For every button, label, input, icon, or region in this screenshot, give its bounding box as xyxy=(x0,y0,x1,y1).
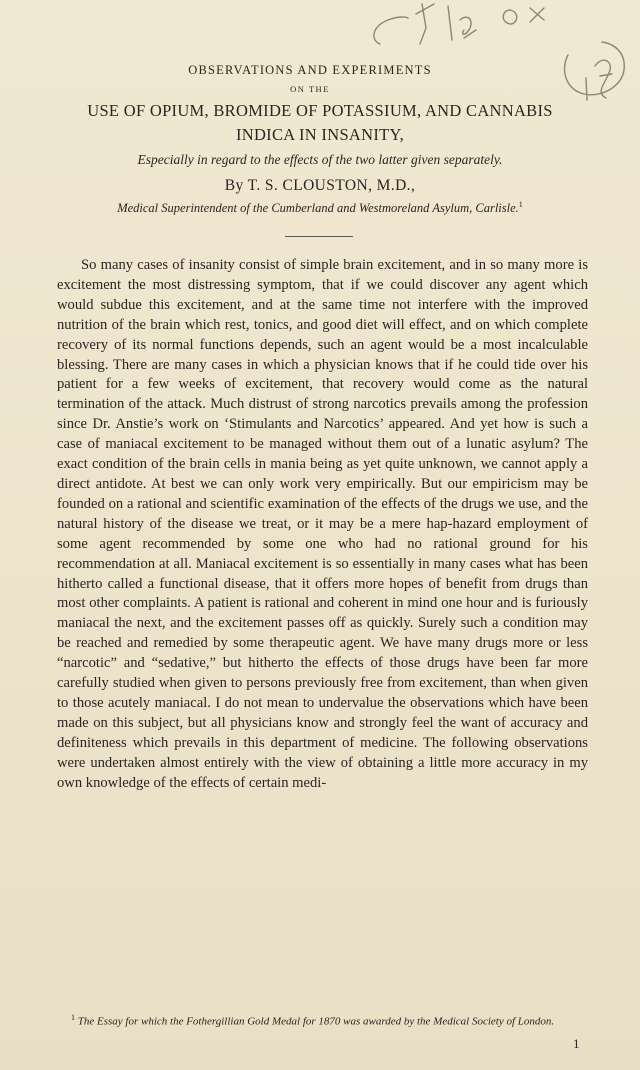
footnote-reference: 1 xyxy=(518,200,523,209)
header-divider xyxy=(285,236,353,237)
series-title: OBSERVATIONS AND EXPERIMENTS xyxy=(188,63,432,77)
article-subtitle: Especially in regard to the effects of the two latter given separately. xyxy=(137,152,503,167)
affiliation-text: Medical Superintendent of the Cumberland and Westmoreland Asylum, Carlisle. xyxy=(117,201,519,216)
article-header xyxy=(0,62,640,216)
page-number: 1 xyxy=(573,1036,580,1051)
footnote-text: The Essay for which the Fothergillian Gold Medal for 1870 was awarded by the Medical Society of London. xyxy=(77,1015,555,1028)
footnote-mark: 1 xyxy=(71,1013,75,1022)
article-title-line-2: INDICA IN INSANITY, xyxy=(235,125,405,144)
author-affiliation xyxy=(0,197,640,216)
body-paragraph: So many cases of insanity consist of simple brain excitement, and in so many more is excitement the most distressing symptom, that if we could discover any agent which would subdue this excitement, and at the same time not interfere with the improved nutrition of the brain which rest, tonics, and good diet will effect, and on which complete recovery of its normal functions depends, such an agent would be a most incalculable blessing. There are many cases in which a physician knows that if he could tide over his patient for a few weeks of excitement, that recovery would come as the natural termination of the attack. Much distrust of strong narcotics prevails among the profession since Dr. Anstie’s work on ‘Stimulants and Narcotics’ appeared. And yet how is such a case of maniacal excitement to be managed without them out of a lunatic asylum? The exact condition of the brain cells in mania being as yet quite unknown, we cannot apply a direct antidote. At best we can only work very empirically. But our empiricism may be founded on a rational and scientific examination of the effects of the drugs we use, and the natural history of the disease we treat, or it may be a mere hap-hazard employment of some agent recommended by some one who had no rational ground for his recommendation at all. Maniacal excitement is so essentially in many cases what has been hitherto called a functional disease, that it offers more hopes of benefit from drugs than most other complaints. A patient is rational and coherent in mind one hour and is furiously maniacal the next, and the excitement passes off as quickly. Surely such a condition may be reached and remedied by some therapeutic agent. We have many drugs more or less “narcotic” and “sedative,” but hitherto the effects of those drugs have been far more carefully studied when given to persons previously free from excitement, than when given to those acutely maniacal. I do not mean to undervalue the observations which have been made on this subject, but all physicians know and strongly feel the want of accuracy and definiteness which prevails in this department of medicine. The following observations were undertaken almost entirely with the view of obtaining a little more accuracy in my own knowledge of the effects of certain medi- xyxy=(57,257,588,791)
article-title-line-1: USE OF OPIUM, BROMIDE OF POTASSIUM, AND CANNABIS xyxy=(87,101,553,120)
on-the-label: ON THE xyxy=(290,84,330,94)
footnote xyxy=(57,1010,588,1030)
author-byline: By T. S. CLOUSTON, M.D., xyxy=(224,177,416,194)
